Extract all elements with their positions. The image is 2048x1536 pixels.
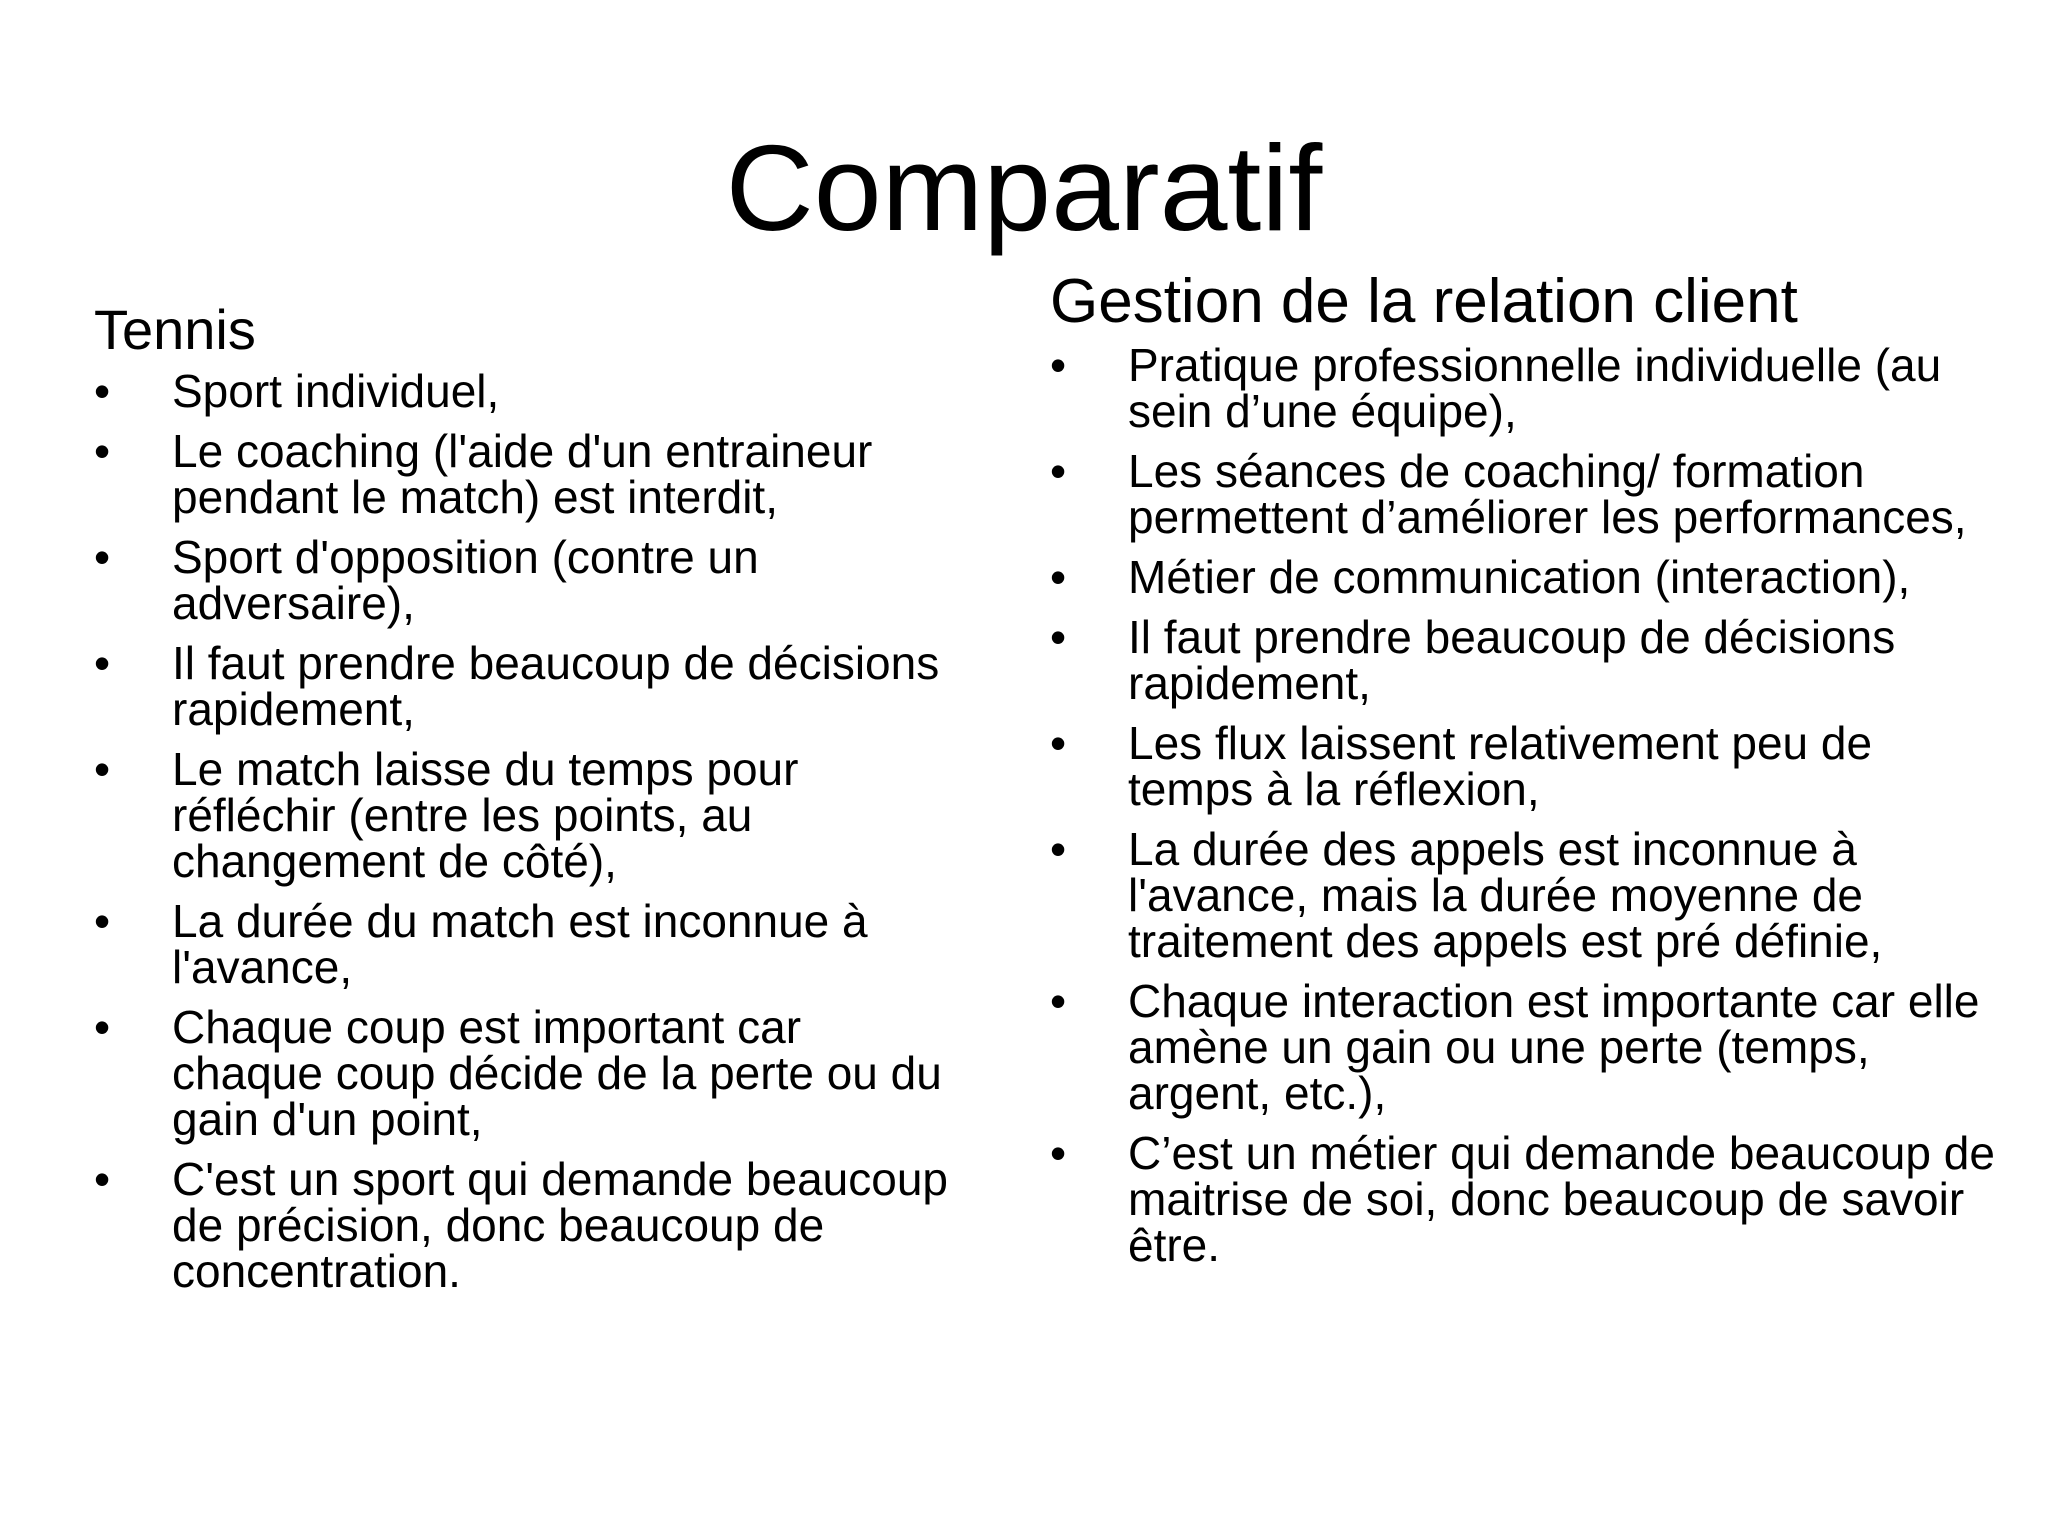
list-item <box>1050 975 2010 1119</box>
list-item-text: C'est un sport qui demande beaucoup de précision, donc beaucoup de concentration. <box>172 1153 948 1297</box>
list-item <box>94 1001 954 1145</box>
bullet-icon: • <box>94 1001 111 1053</box>
list-item-text: Le coaching (l'aide d'un entraineur pendant le match) est interdit, <box>172 425 873 523</box>
list-item-text: Chaque coup est important car chaque coup décide de la perte ou du gain d'un point, <box>172 1001 942 1145</box>
bullet-icon: • <box>1050 823 1067 875</box>
bullet-icon: • <box>94 743 111 795</box>
left-column <box>94 296 954 1308</box>
list-item-text: Pratique professionnelle individuelle (au sein d’une équipe), <box>1128 339 1942 437</box>
list-item-text: Métier de communication (interaction), <box>1128 551 1911 603</box>
bullet-icon: • <box>1050 339 1067 391</box>
bullet-icon: • <box>1050 445 1067 497</box>
list-item-text: Chaque interaction est importante car elle amène un gain ou une perte (temps, argent, etc.), <box>1128 975 1980 1119</box>
right-column <box>1050 266 2010 1282</box>
slide-title: Comparatif <box>725 120 1323 256</box>
bullet-icon: • <box>94 1153 111 1205</box>
bullet-icon: • <box>94 531 111 583</box>
list-item <box>1050 551 2010 603</box>
right-column-heading: Gestion de la relation client <box>1050 267 1798 336</box>
list-item-text: Le match laisse du temps pour réfléchir (entre les points, au changement de côté), <box>172 743 799 887</box>
list-item-text: Les séances de coaching/ formation permettent d’améliorer les performances, <box>1128 445 1967 543</box>
list-item <box>1050 339 2010 437</box>
bullet-icon: • <box>94 425 111 477</box>
list-item <box>1050 445 2010 543</box>
list-item <box>94 531 954 629</box>
bullet-icon: • <box>1050 717 1067 769</box>
list-item <box>94 637 954 735</box>
list-item-text: Il faut prendre beaucoup de décisions rapidement, <box>172 637 940 735</box>
bullet-icon: • <box>94 637 111 689</box>
list-item <box>94 895 954 993</box>
bullet-icon: • <box>94 365 111 417</box>
bullet-icon: • <box>1050 611 1067 663</box>
list-item-text: Les flux laissent relativement peu de temps à la réflexion, <box>1128 717 1873 815</box>
list-item-text: La durée du match est inconnue à l'avance, <box>172 895 868 993</box>
bullet-icon: • <box>94 895 111 947</box>
list-item <box>1050 717 2010 815</box>
bullet-icon: • <box>1050 1127 1067 1179</box>
list-item <box>94 425 954 523</box>
list-item-text: Sport d'opposition (contre un adversaire), <box>172 531 759 629</box>
list-item-text: La durée des appels est inconnue à l'avance, mais la durée moyenne de traitement des appels est pré définie, <box>1128 823 1883 967</box>
list-item-text: Il faut prendre beaucoup de décisions rapidement, <box>1128 611 1896 709</box>
left-bullet-list <box>94 365 954 1297</box>
right-bullet-list <box>1050 339 2010 1271</box>
list-item-text: Sport individuel, <box>172 365 500 417</box>
list-item <box>1050 611 2010 709</box>
list-item <box>1050 823 2010 967</box>
left-column-heading: Tennis <box>94 298 256 361</box>
list-item <box>94 365 954 417</box>
list-item <box>94 1153 954 1297</box>
bullet-icon: • <box>1050 975 1067 1027</box>
list-item-text: C’est un métier qui demande beaucoup de maitrise de soi, donc beaucoup de savoir être. <box>1128 1127 1995 1271</box>
list-item <box>1050 1127 2010 1271</box>
list-item <box>94 743 954 887</box>
bullet-icon: • <box>1050 551 1067 603</box>
